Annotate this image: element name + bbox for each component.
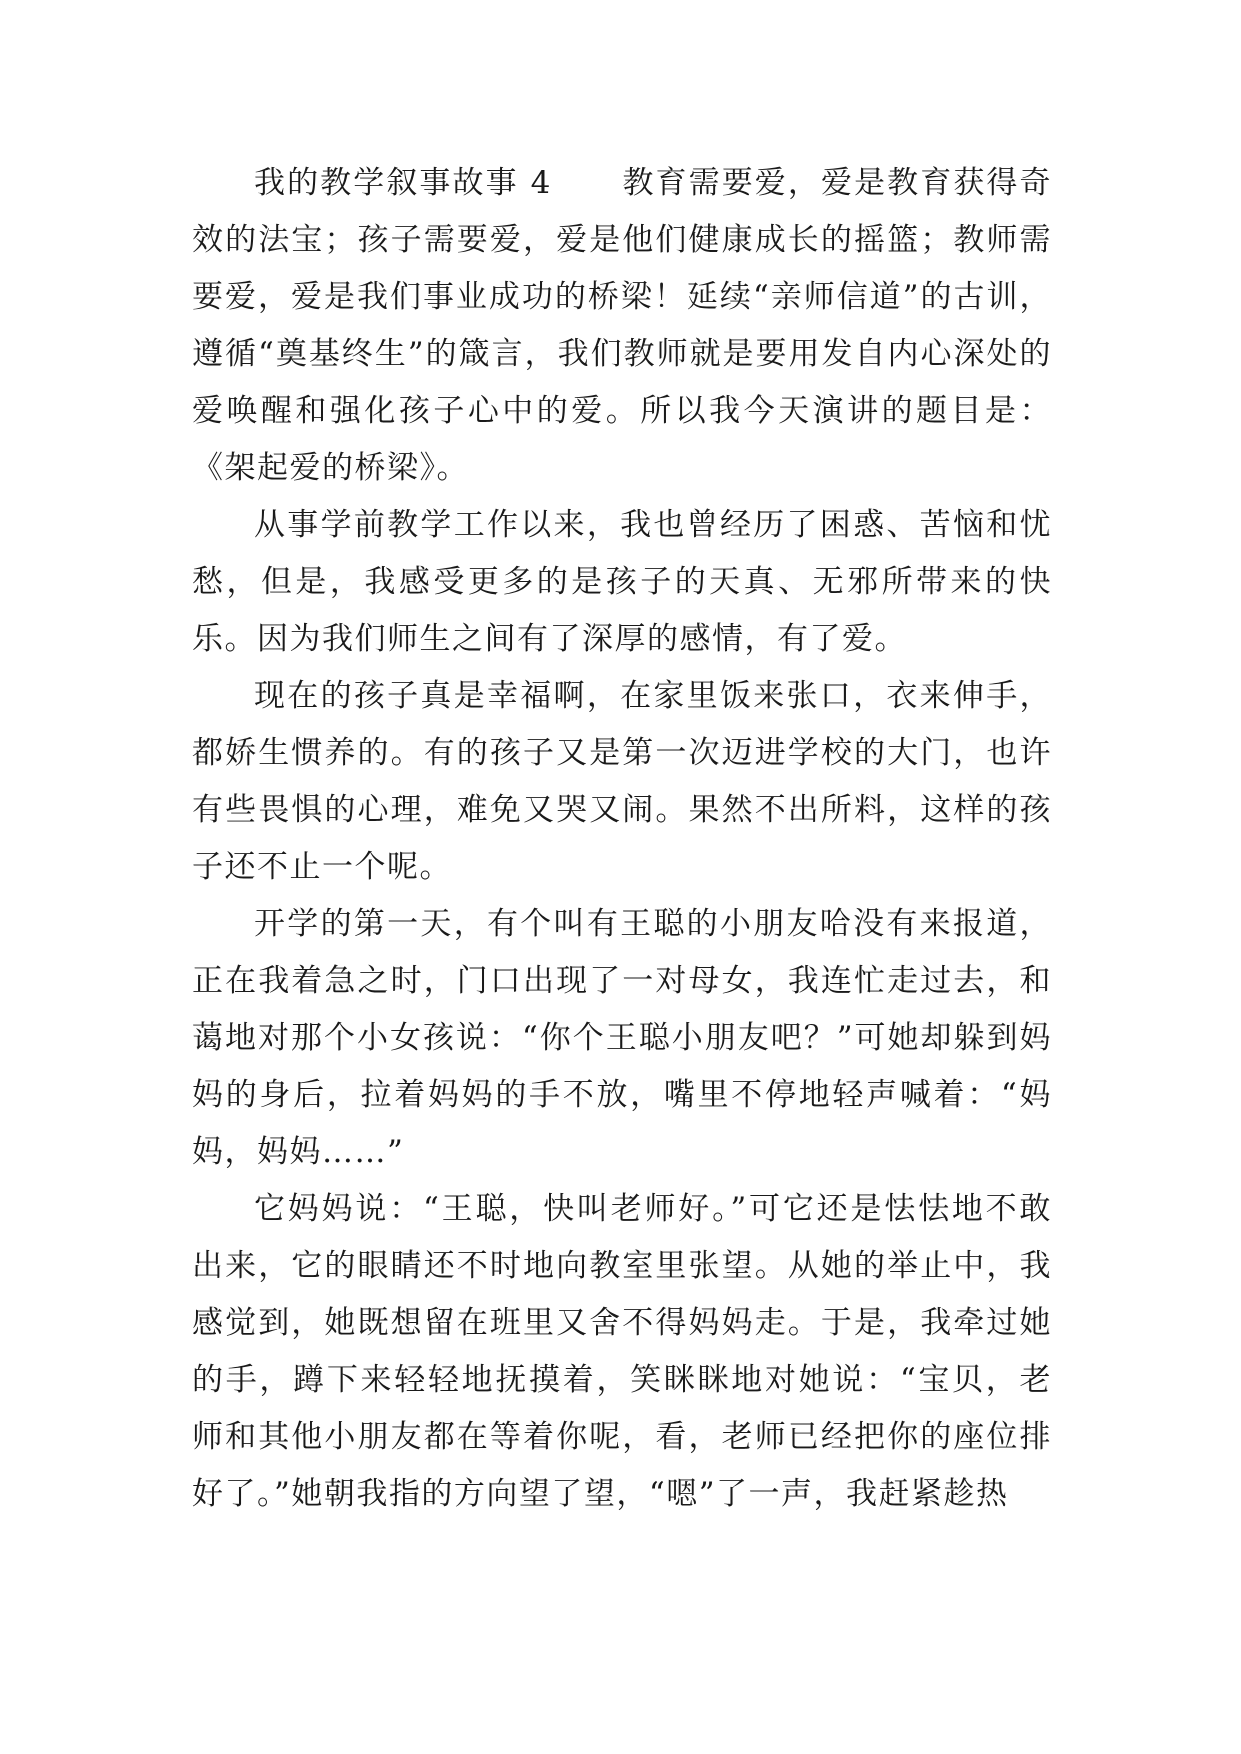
opening-paragraph xyxy=(192,155,1052,497)
story-title: 我的教学叙事故事 4 xyxy=(254,165,552,201)
paragraph-4: 开学的第一天，有个叫有王聪的小朋友哈没有来报道，正在我着急之时，门口出现了一对母女，我连忙走过去，和蔼地对那个小女孩说：“你个王聪小朋友吧？”可她却躲到妈妈的身后，拉着妈妈的手不放，嘴里不停地轻声喊着：“妈妈，妈妈……” xyxy=(192,906,1052,1170)
paragraph-5: 它妈妈说：“王聪，快叫老师好。”可它还是怯怯地不敢出来，它的眼睛还不时地向教室里张望。从她的举止中，我感觉到，她既想留在班里又舍不得妈妈走。于是，我牵过她的手，蹲下来轻轻地抚摸着，笑眯眯地对她说：“宝贝，老师和其他小朋友都在等着你呢，看，老师已经把你的座位排好了。”她朝我指的方向望了望，“嗯”了一声，我赶紧趁热 xyxy=(192,1191,1052,1512)
paragraph-2: 从事学前教学工作以来，我也曾经历了困惑、苦恼和忧愁，但是，我感受更多的是孩子的天真、无邪所带来的快乐。因为我们师生之间有了深厚的感情，有了爱。 xyxy=(192,507,1052,657)
paragraph-3: 现在的孩子真是幸福啊，在家里饭来张口，衣来伸手，都娇生惯养的。有的孩子又是第一次迈进学校的大门，也许有些畏惧的心理，难免又哭又闹。果然不出所料，这样的孩子还不止一个呢。 xyxy=(192,678,1052,885)
document-body xyxy=(192,155,1052,1523)
paragraph-1-text: 教育需要爱，爱是教育获得奇效的法宝；孩子需要爱，爱是他们健康成长的摇篮；教师需要爱，爱是我们事业成功的桥梁！延续“亲师信道”的古训，遵循“奠基终生”的箴言，我们教师就是要用发自内心深处的爱唤醒和强化孩子心中的爱。所以我今天演讲的题目是：《架起爱的桥梁》。 xyxy=(192,165,1053,486)
